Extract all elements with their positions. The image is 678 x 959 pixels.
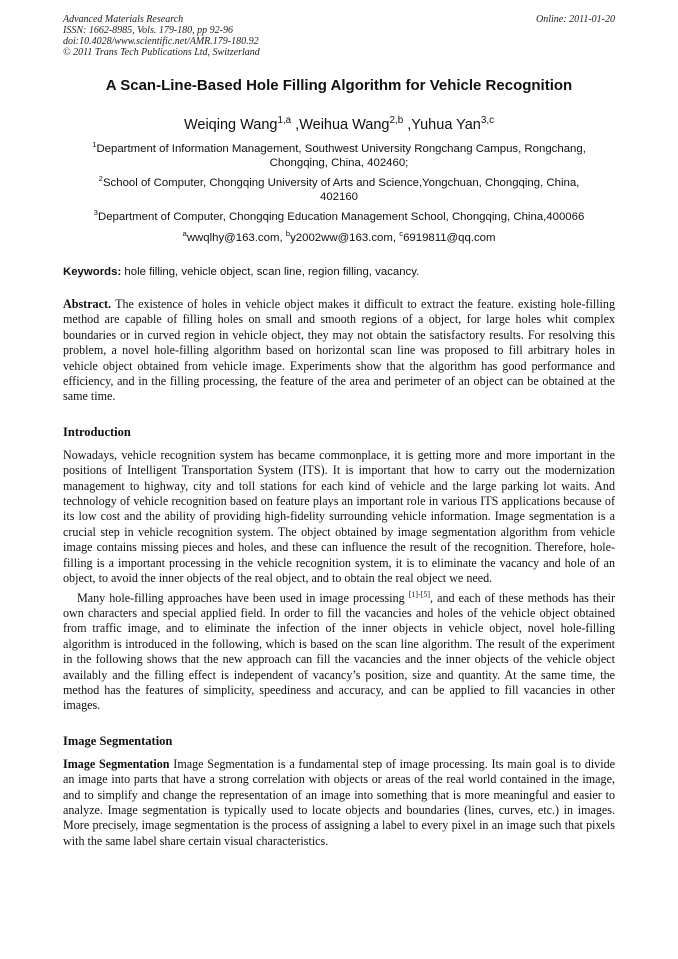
para-text: , and each of these methods has their own characters and special applied field. In order to fill the vacancies and holes of the vehicle object obtained from traffic image, and to eliminate the infection of the inner objects in vehicle object, novel hole-filling algorithm is introduced in the following, which is based on the scan line algorithm. The result of the experiment in the following shows that the new approach can fill the vacancies and the inner objects of the vehicle object availably and the filling effect is independent of vacancy’s position, size and quantity. At the same time, the method has the features of simplicity, speediness and accuracy, and can be applied to fill vacancies in other images.	[63, 590, 615, 713]
email-list	[63, 229, 615, 244]
abstract	[63, 297, 615, 405]
email-address: 6919811@qq.com	[403, 232, 496, 244]
affiliation-sup: 3	[93, 208, 98, 218]
segmentation-paragraph	[63, 757, 615, 849]
author-sup: 2,b	[389, 115, 404, 127]
citation: [1]-[5]	[408, 589, 431, 599]
affiliation-3	[63, 210, 615, 224]
abstract-text: The existence of holes in vehicle object makes it difficult to extract the feature. existing hole-filling method are capable of filling holes on small and smooth regions of a object, for large holes whit complex boundaries or in curved region in vehicle object, they may not obtain the satisfactory results. For resolving this problem, a novel hole-filling algorithm based on horizontal scan line was proposed to fill arbitrary holes in vehicle object obtained from vehicle image. Experiments show that the algorithm has good performance and efficiency, and in the filling processing, the feature of the area and perimeter of an object can be obtained at the same time.	[63, 297, 615, 404]
email-sup: b	[285, 229, 291, 239]
copyright-line: © 2011 Trans Tech Publications Ltd, Switzerland	[63, 47, 260, 58]
segmentation-text: Image Segmentation is a fundamental step of image processing. Its main goal is to divide an image into parts that have a strong correlation with objects or areas of the real world contained in the image, and to simplify and change the representation of an image into something that is more meaningful and easier to analyze. Image segmentation is typically used to locate objects and boundaries (lines, curves, etc.) in images. More precisely, image segmentation is the process of assigning a label to every pixel in an image such that pixels with the same label share certain visual characteristics.	[63, 756, 616, 848]
issn-line: ISSN: 1662-8985, Vols. 179-180, pp 92-96	[63, 25, 233, 36]
author-sup: 1,a	[277, 115, 292, 127]
doi-line: doi:10.4028/www.scientific.net/AMR.179-180.92	[63, 36, 259, 47]
author-sep: ,	[403, 117, 412, 133]
abstract-label: Abstract.	[63, 297, 112, 311]
para-text: Many hole-filling approaches have been used in image processing	[77, 590, 409, 605]
author-sup: 3,c	[480, 115, 495, 127]
author-name: Weihua Wang	[299, 117, 390, 133]
email-sup: a	[182, 229, 187, 239]
affiliation-sup: 1	[92, 140, 97, 150]
introduction-paragraph-2	[63, 587, 615, 714]
email-sep: ,	[392, 232, 400, 244]
affiliation-text: Department of Computer, Chongqing Education Management School, Chongqing, China,400066	[97, 211, 585, 223]
introduction-heading: Introduction	[63, 424, 131, 439]
paper-title: A Scan-Line-Based Hole Filling Algorithm for Vehicle Recognition	[105, 77, 573, 94]
segmentation-lead: Image Segmentation	[63, 756, 170, 771]
author-sep: ,	[291, 117, 300, 133]
journal-name: Advanced Materials Research	[63, 14, 184, 25]
affiliation-text-cont: Chongqing, China, 402460;	[269, 157, 409, 169]
keywords-text: hole filling, vehicle object, scan line, region filling, vacancy.	[121, 266, 420, 278]
introduction-paragraph-1: Nowadays, vehicle recognition system has became commonplace, it is getting more and more important in the positions of Intelligent Transportation System (ITS). It is important that how to carry out the modernization management to highway, city and toll stations for each kind of vehicle and the large parking lot waits. And technology of vehicle recognition based on feature plays an important role in various ITS applications because of its low cost and the ability of providing high-fidelity surrounding vehicle information. Image segmentation is a crucial step in vehicle recognition system. The object obtained by image segmentation algorithm from vehicle image contains missing pieces and holes, and these can influence the result of the recognition. Therefore, hole-filling is a important processing in the vehicle recognition system, it is to eliminate the vacancy and hole of an object, to avoid the inner objects of the real object, and to obtain the real object we need.	[63, 447, 615, 586]
affiliation-1	[63, 142, 615, 170]
segmentation-heading: Image Segmentation	[63, 733, 173, 748]
journal-header	[63, 14, 615, 58]
author-list	[63, 117, 615, 133]
keywords	[63, 266, 615, 278]
affiliation-sup: 2	[98, 174, 103, 184]
online-date: Online: 2011-01-20	[536, 14, 615, 25]
email-sup: c	[399, 229, 404, 239]
email-sep: ,	[279, 232, 286, 244]
keywords-label: Keywords:	[63, 266, 122, 278]
author-name: Weiqing Wang	[183, 117, 278, 133]
affiliation-2	[63, 176, 615, 204]
paper-page	[63, 14, 615, 849]
affiliation-text: School of Computer, Chongqing University of Arts and Science,Yongchuan, Chongqing, China,	[102, 177, 580, 189]
email-address: wwqlhy@163.com	[186, 232, 280, 244]
email-address: y2002ww@163.com	[290, 232, 393, 244]
affiliation-text-cont: 402160	[319, 191, 358, 203]
affiliation-text: Department of Information Management, Southwest University Rongchang Campus, Rongchang,	[96, 143, 586, 155]
author-name: Yuhua Yan	[411, 117, 481, 133]
